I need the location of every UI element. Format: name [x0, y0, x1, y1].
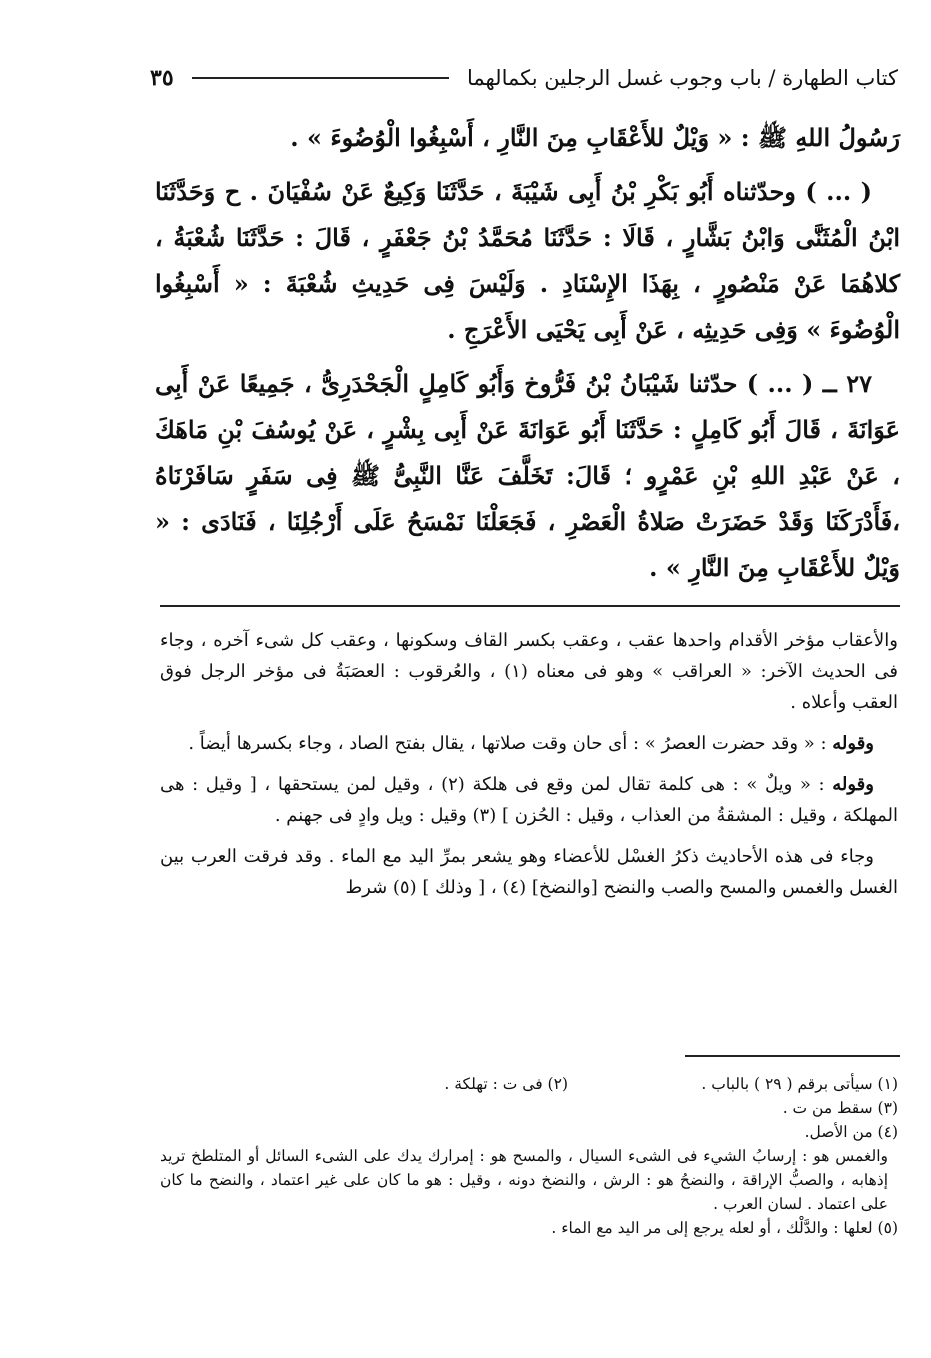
page-number: ٣٥	[150, 65, 174, 91]
commentary-text: : « وقد حضرت العصرُ » : أى حان وقت صلاتها ، يقال بفتح الصاد ، وجاء بكسرها أيضاً .	[188, 733, 833, 754]
commentary-paragraph-3	[160, 769, 898, 831]
commentary-text: : « ويلٌ » : هى كلمة تقال لمن وقع فى هلكة (٢) ، وقيل لمن يستحقها ، [ وقيل : هى المهلكة ، وقيل : المشقةُ من العذاب ، وقيل : الحُزن ] (٣) وقيل : ويل وادٍ فى جهنم .	[160, 774, 898, 826]
footnote-1: (١) سيأتى برقم ( ٢٩ ) بالباب .	[701, 1075, 898, 1093]
main-text	[155, 115, 900, 599]
footnote-2: (٢) فى ت : تهلكة .	[444, 1075, 568, 1093]
main-paragraph-2: ( ... ) وحدّثناه أَبُو بَكْرِ بْنُ أَبِى شَيْبَةَ ، حَدَّثَنَا وَكِيعٌ عَنْ سُفْيَانَ . ح وَحَدَّثَنَا ابْنُ الْمُثَنَّى وَابْنُ بَشَّارٍ ، قَالَا : حَدَّثَنَا مُحَمَّدُ بْنُ جَعْفَرٍ ، قَالَ : حَدَّثَنَا شُعْبَةُ ، كلاهُمَا عَنْ مَنْصُورٍ ، بِهَذَا الإِسْنَادِ . وَلَيْسَ فِى حَدِيثِ شُعْبَةَ : « أَسْبِغُوا الْوُضُوءَ » وَفِى حَدِيثِه ، عَنْ أَبِى يَحْيَى الأَعْرَجِ .	[155, 177, 901, 344]
commentary-lead-word: وقوله	[832, 733, 874, 754]
footnote-4: (٤) من الأصل.	[804, 1123, 898, 1141]
header-title: كتاب الطهارة / باب وجوب غسل الرجلين بكمالهما	[466, 66, 898, 90]
commentary-lead-word: وقوله	[832, 774, 874, 795]
header-rule	[192, 77, 449, 79]
running-header	[150, 58, 898, 98]
footnote-4-continuation: والغمس هو : إرسابُ الشيء فى الشىء السيال ، والمسح هو : إمرارك يدك على الشىء السائل أو المتلطخ تريد إذهابه ، والصبُّ الإراقة ، والنضحُ هو : الرش ، والنضخ دونه ، وقيل : هو ما كان على غير اعتماد ، والنضح ما كان على اعتماد . لسان العرب .	[160, 1147, 888, 1213]
commentary-paragraph-4: وجاء فى هذه الأحاديث ذكرُ الغسْل للأعضاء وهو يشعر بمرِّ اليد مع الماء . وقد فرقت العرب بين الغسل والغمس والمسح والصب والنضح [والنضخ] (٤) ، [ وذلك ] (٥) شرط	[160, 846, 898, 898]
commentary	[160, 625, 898, 913]
footnote-row	[160, 1072, 898, 1096]
commentary-divider	[160, 605, 900, 607]
footnotes	[160, 1072, 898, 1240]
footnote-divider	[685, 1055, 900, 1057]
main-paragraph-3: ٢٧ ــ ( ... ) حدّثنا شَيْبَانُ بْنُ فَرُّوخ وَأَبُو كَامِلٍ الْجَحْدَرِىُّ ، جَمِيعًا عَنْ أَبِى عَوَانَةَ ، قَالَ أَبُو كَامِلٍ : حَدَّثَنَا أَبُو عَوَانَةَ عَنْ أَبِى بِشْرٍ ، عَنْ يُوسُفَ بْنِ مَاهَكَ ، عَنْ عَبْدِ اللهِ بْنِ عَمْرٍو ؛ قَالَ: تَخَلَّفَ عَنَّا النَّبِىُّ ﷺ فِى سَفَرٍ سَافَرْنَاهُ ،فَأَدْرَكَنَا وَقَدْ حَضَرَتْ صَلاةُ الْعَصْرِ ، فَجَعَلْنَا نَمْسَحُ عَلَى أَرْجُلِنَا ، فَنَادَى : « وَيْلٌ للأَعْقَابِ مِنَ النَّارِ » .	[155, 369, 901, 582]
footnote-3: (٣) سقط من ت .	[782, 1099, 898, 1117]
footnote-5: (٥) لعلها : والدَّلْك ، أو لعله يرجع إلى مر اليد مع الماء .	[551, 1219, 898, 1237]
main-paragraph-1: رَسُولُ اللهِ ﷺ : « وَيْلٌ للأَعْقَابِ مِنَ النَّارِ ، أَسْبِغُوا الْوُضُوءَ » .	[290, 123, 900, 152]
commentary-paragraph-2	[160, 728, 898, 759]
commentary-paragraph-1: والأعقاب مؤخر الأقدام واحدها عقب ، وعقب بكسر القاف وسكونها ، وعقب كل شىء آخره ، وجاء فى الحديث الآخر: « العراقب » وهو فى معناه (١) ، والعُرقوب : العصَبَةُ فى مؤخر الرجل فوق العقب وأعلاه .	[160, 630, 898, 713]
